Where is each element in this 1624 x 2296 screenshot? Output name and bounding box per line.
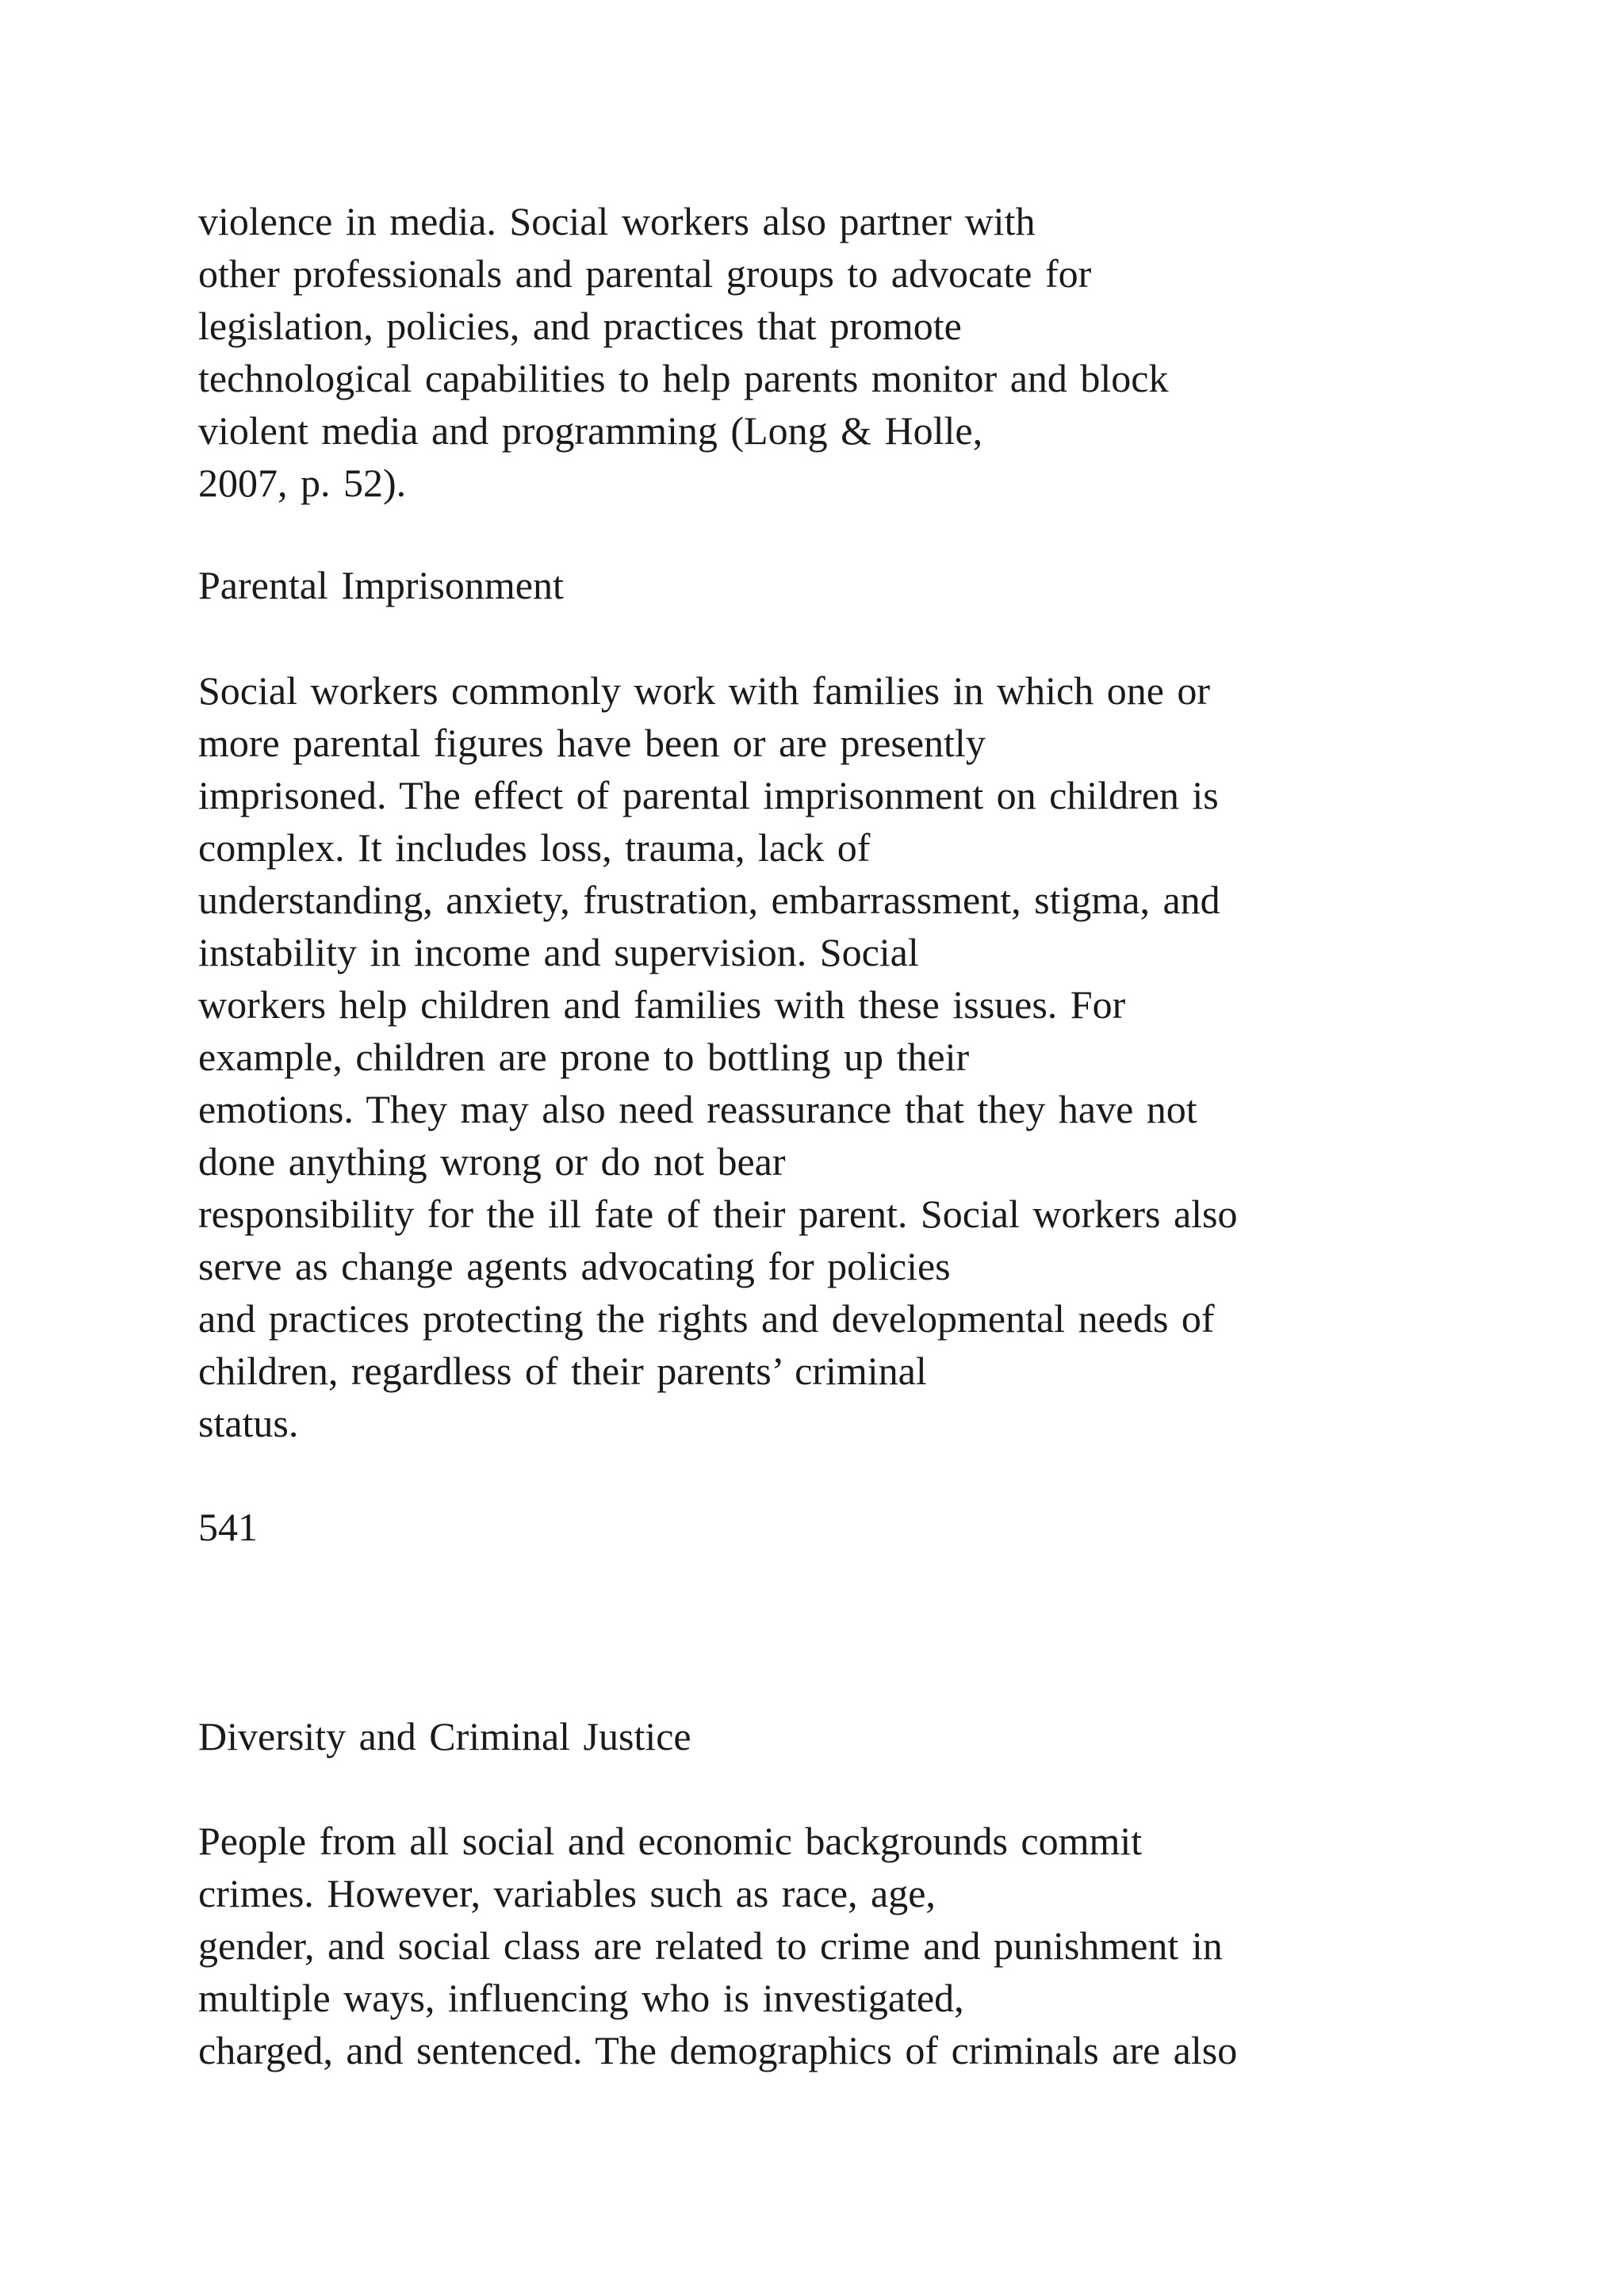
text-line: violent media and programming (Long & Holle, xyxy=(198,408,983,453)
text-line: example, children are prone to bottling up their xyxy=(198,1035,970,1079)
text-line: gender, and social class are related to crime and punishment in xyxy=(198,1923,1223,1968)
text-line: understanding, anxiety, frustration, embarrassment, stigma, and xyxy=(198,878,1220,922)
text-line: imprisoned. The effect of parental imprisonment on children is xyxy=(198,773,1219,817)
text-line: serve as change agents advocating for policies xyxy=(198,1244,951,1288)
text-line: legislation, policies, and practices that promote xyxy=(198,304,962,348)
text-line: charged, and sentenced. The demographics of criminals are also xyxy=(198,2028,1238,2072)
text-line: more parental figures have been or are presently xyxy=(198,721,986,765)
text-line: other professionals and parental groups to advocate for xyxy=(198,251,1092,296)
text-line: People from all social and economic backgrounds commit xyxy=(198,1819,1143,1863)
section-heading: Diversity and Criminal Justice xyxy=(198,1714,691,1758)
text-line: 2007, p. 52). xyxy=(198,461,407,505)
text-line: done anything wrong or do not bear xyxy=(198,1139,786,1184)
text-line: instability in income and supervision. Social xyxy=(198,930,919,974)
text-line: technological capabilities to help parents monitor and block xyxy=(198,356,1169,400)
text-line: emotions. They may also need reassurance that they have not xyxy=(198,1087,1197,1131)
text-line: violence in media. Social workers also partner with xyxy=(198,199,1036,243)
section-heading: Parental Imprisonment xyxy=(198,563,564,607)
page-number: 541 xyxy=(198,1505,258,1549)
text-line: multiple ways, influencing who is investigated, xyxy=(198,1976,964,2020)
text-line: children, regardless of their parents’ criminal xyxy=(198,1349,927,1393)
text-line: crimes. However, variables such as race, age, xyxy=(198,1871,936,1915)
text-line: Social workers commonly work with families in which one or xyxy=(198,668,1211,713)
text-line: responsibility for the ill fate of their parent. Social workers also xyxy=(198,1192,1238,1236)
text-line: workers help children and families with these issues. For xyxy=(198,982,1126,1027)
text-line: and practices protecting the rights and developmental needs of xyxy=(198,1296,1215,1341)
text-line: complex. It includes loss, trauma, lack of xyxy=(198,825,871,870)
text-line: status. xyxy=(198,1401,299,1445)
